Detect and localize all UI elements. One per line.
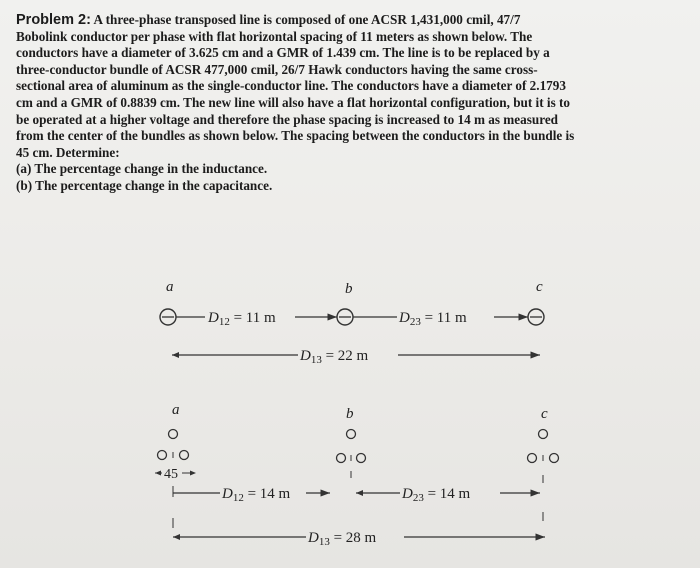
bundle-a [158, 430, 189, 460]
problem-line-3: conductors have a diameter of 3.625 cm and a GMR of 1.439 cm. The line is to be replaced by a [16, 45, 550, 61]
d13-label: $D_{13} = 22$ m [300, 348, 369, 366]
conductor-c [528, 309, 544, 325]
phase-b-label: b [345, 281, 353, 297]
b-d23-label: $D_{23} = 14$ m [402, 486, 471, 504]
problem-line-2: Bobolink conductor per phase with flat horizontal spacing of 11 meters as shown below. The [16, 28, 533, 44]
problem-line-9: 45 cm. Determine: [16, 144, 120, 160]
bundle-spacing-label: 45 [164, 467, 178, 482]
problem-line-1: Problem 2: A three-phase transposed line is composed of one ACSR 1,431,000 cmil, 47/7 [16, 12, 521, 28]
conductor-b [337, 309, 353, 325]
bundle-c-label: c [541, 406, 548, 422]
conductor-a [160, 309, 176, 325]
phase-a-label: a [166, 279, 174, 295]
bundle-b [337, 430, 366, 463]
part-b: (b) The percentage change in the capacitance. [16, 177, 273, 193]
spacing-arrow-right [190, 471, 196, 476]
bundle-b-label: b [346, 406, 354, 422]
part-a: (a) The percentage change in the inductance. [16, 161, 268, 177]
problem-line-6: cm and a GMR of 0.8839 cm. The new line will also have a flat horizontal configuration, but it is to [16, 94, 570, 110]
problem-title: Problem 2: [16, 12, 91, 28]
b-d13-label: $D_{13} = 28$ m [308, 530, 377, 548]
d13-arrow-left [172, 352, 179, 358]
problem-line-4: three-conductor bundle of ACSR 477,000 cmil, 26/7 Hawk conductors having the same cross- [16, 61, 538, 77]
d12-label: $D_{12} = 11$ m [208, 310, 276, 328]
bundle-c [528, 430, 559, 463]
diagram-single-conductor [160, 279, 544, 366]
b-d12-label: $D_{12} = 14$ m [222, 486, 291, 504]
d23-label: $D_{23} = 11$ m [399, 310, 467, 328]
problem-line-7: be operated at a higher voltage and therefore the phase spacing is increased to 14 m as measured [16, 111, 559, 127]
diagram-bundled-conductors [155, 402, 559, 548]
problem-line-5: sectional area of aluminum as the single-conductor line. The conductors have a diameter of 2.1793 [16, 78, 566, 94]
bundle-a-label: a [172, 402, 180, 418]
phase-c-label: c [536, 279, 543, 295]
problem-line-8: from the center of the bundles as shown below. The spacing between the conductors in the bundle is [16, 128, 575, 144]
